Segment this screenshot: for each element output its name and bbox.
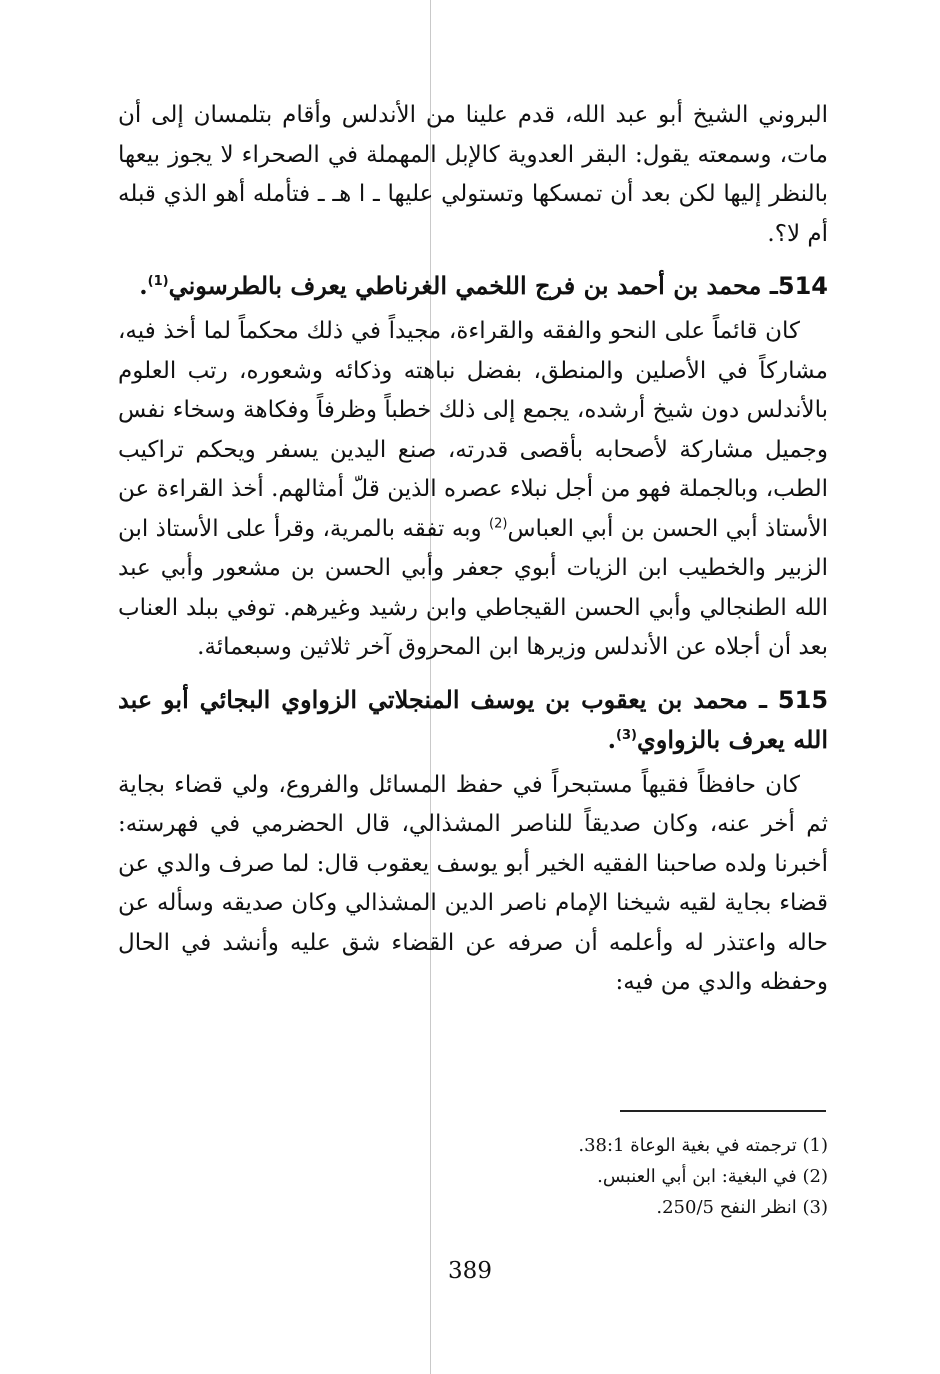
page-number: 389 [448, 1258, 492, 1284]
entry-514-heading [118, 266, 828, 306]
entry-515-title-end: . [607, 724, 616, 754]
entry-514-title-end: . [139, 271, 148, 300]
footnote-3: (3) انظر النفح 250/5. [656, 1197, 828, 1218]
footnote-1: (1) ترجمته في بغية الوعاة 38:1. [578, 1135, 828, 1156]
entry-514-title: محمد بن أحمد بن فرج اللخمي الغرناطي يعرف بالطرسوني [168, 271, 762, 300]
entry-514-number: 514ـ [769, 272, 828, 300]
entry-514-body-part-b: وبه تفقه بالمرية، وقرأ على الأستاذ ابن الزبير والخطيب ابن الزيات أبوي جعفر وأبي الحسن بن مشعور وأبي عبد الله الطنجالي وأبي الحسن القيجاطي وابن رشيد وغيرهم. توفي ببلد العناب بعد أن أجلاه عن الأندلس وزيرها ابن المحروق آخر ثلاثين وسبعمائة. [118, 515, 828, 660]
page-body [118, 96, 828, 1003]
entry-515-heading [118, 680, 828, 760]
entry-515-number: 515 ـ [758, 685, 829, 714]
footnote-separator [620, 1110, 826, 1112]
entry-514-body-part-a: كان قائماً على النحو والفقه والقراءة، مجيداً في ذلك محكماً لما أخذ فيه، مشاركاً في الأصلين والمنطق، بفضل نباهته وذكائه وشعوره، رتب العلوم بالأندلس دون شيخ أرشده، يجمع إلى ذلك خطباً وظرفاً وفكاهة وسخاء نفس وجميل مشاركة لأصحابه بأقصى قدرته، صنع اليدين يسفر ويحكم تراكيب الطب، وبالجملة فهو من أجل نبلاء عصره الذين قلّ أمثالهم. أخذ القراءة عن الأستاذ أبي الحسن بن أبي العباس [118, 318, 828, 542]
opening-paragraph: البروني الشيخ أبو عبد الله، قدم علينا من الأندلس وأقام بتلمسان إلى أن مات، وسمعته يقول: البقر العدوية كالإبل المهملة في الصحراء لا يجوز بيعها بالنظر إليها لكن بعد أن تمسكها وتستولي عليها ـ ا هـ ـ فتأمله أهو الذي قبله أم لا؟. [118, 102, 828, 247]
footnotes [118, 1130, 828, 1223]
entry-515-body: كان حافظاً فقيهاً مستبحراً في حفظ المسائل والفروع، ولي قضاء بجاية ثم أخر عنه، وكان صديقاً للناصر المشذالي، قال الحضرمي في فهرسته: أخبرنا ولده صاحبنا الفقيه الخير أبو يوسف يعقوب قال: لما صرف والدي عن قضاء بجاية لقيه شيخنا الإمام ناصر الدين المشذالي وكان صديقه وسأله عن حاله واعتذر له وأعلمه أن صرفه عن القضاء شق عليه وأنشد في الحال وحفظه والدي من فيه: [118, 771, 828, 995]
entry-514-body [118, 312, 828, 668]
entry-515-title: محمد بن يعقوب بن يوسف المنجلاتي الزواوي البجائي أبو عبد الله يعرف بالزواوي [118, 684, 828, 754]
footnote-ref-2: (2) [489, 515, 508, 531]
footnote-ref-1: (1) [147, 274, 169, 289]
footnote-ref-3: (3) [615, 727, 637, 743]
footnote-2: (2) في البغية: ابن أبي العنبس. [597, 1166, 828, 1187]
